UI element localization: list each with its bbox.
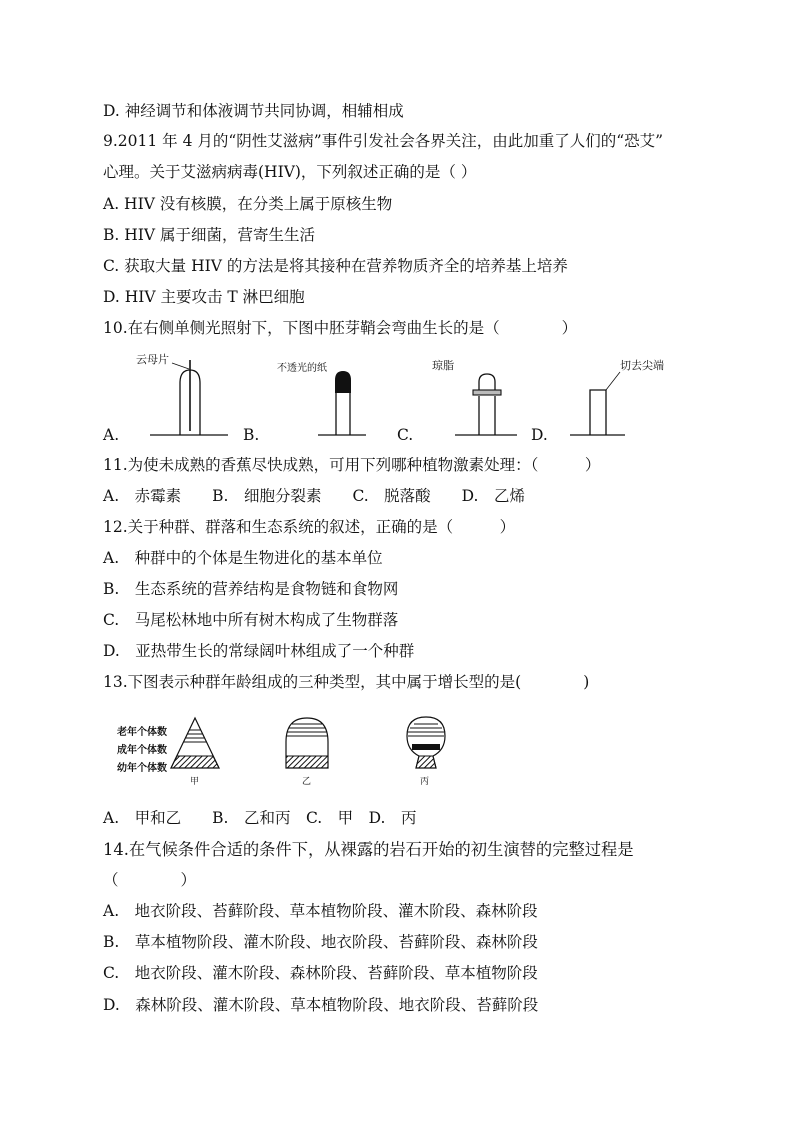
fig10-coleoptile-b <box>318 368 368 440</box>
fig10-label-cut-tip: 切去尖端 <box>620 359 664 372</box>
young-band <box>171 756 219 768</box>
q13-options: A. 甲和乙 B. 乙和丙 C. 甲 D. 丙 <box>103 809 417 827</box>
q9-stem-line2: 心理。关于艾滋病病毒(HIV)，下列叙述正确的是（ ） <box>103 163 477 181</box>
label-leader <box>172 363 189 369</box>
coleoptile-body <box>479 396 495 435</box>
q14-option-b: B. 草本植物阶段、灌木阶段、地衣阶段、苔藓阶段、森林阶段 <box>103 933 538 951</box>
q8-option-d: D. 神经调节和体液调节共同协调，相辅相成 <box>103 102 404 120</box>
coleoptile-body <box>336 390 350 435</box>
q10-stem: 10.在右侧单侧光照射下，下图中胚芽鞘会弯曲生长的是（ ） <box>103 319 578 337</box>
q14-option-d: D. 森林阶段、灌木阶段、草本植物阶段、地衣阶段、苔藓阶段 <box>103 996 539 1014</box>
q14-option-c: C. 地衣阶段、灌木阶段、森林阶段、苔藓阶段、草本植物阶段 <box>103 964 538 982</box>
young-band <box>416 756 436 768</box>
q11-stem: 11.为使未成熟的香蕉尽快成熟，可用下列哪种植物激素处理：（ ） <box>103 456 601 474</box>
q14-stem-line2: （ ） <box>103 871 197 889</box>
fig10-coleoptile-d <box>570 368 660 440</box>
fig13-pyramid-jia <box>168 716 223 774</box>
q12-option-d: D. 亚热带生长的常绿阔叶林组成了一个种群 <box>103 642 415 660</box>
fig13-urn-bing <box>404 714 450 774</box>
coleoptile-cut <box>590 390 606 435</box>
fig10-option-b: B. <box>243 426 260 444</box>
q12-option-b: B. 生态系统的营养结构是食物链和食物网 <box>103 580 399 598</box>
fig13-bell-yi <box>282 716 332 774</box>
label-leader <box>606 372 620 390</box>
q9-option-a: A. HIV 没有核膜，在分类上属于原核生物 <box>103 195 393 213</box>
young-band <box>286 756 328 768</box>
opaque-cap <box>335 371 351 393</box>
q14-stem-line1: 14.在气候条件合适的条件下，从裸露的岩石开始的初生演替的完整过程是 <box>103 840 634 859</box>
coleoptile-tip <box>479 374 495 390</box>
fig10-option-d: D. <box>531 426 548 444</box>
q9-option-c: C. 获取大量 HIV 的方法是将其接种在营养物质齐全的培养基上培养 <box>103 257 568 275</box>
fig13-label-bing: 丙 <box>420 777 430 787</box>
q14-option-a: A. 地衣阶段、苔藓阶段、草本植物阶段、灌木阶段、森林阶段 <box>103 902 538 920</box>
fig10-label-opaque-paper: 不透光的纸 <box>277 363 327 374</box>
agar-block <box>473 390 501 395</box>
q9-stem-line1: 9.2011 年 4 月的“阴性艾滋病”事件引发社会各界关注，由此加重了人们的“恐艾” <box>103 132 664 150</box>
q12-option-a: A. 种群中的个体是生物进化的基本单位 <box>103 549 383 567</box>
q9-option-d: D. HIV 主要攻击 T 淋巴细胞 <box>103 288 305 306</box>
fig13-label-yi: 乙 <box>302 777 312 787</box>
q12-option-c: C. 马尾松林地中所有树木构成了生物群落 <box>103 611 399 629</box>
fig13-legend-adult: 成年个体数 <box>117 745 167 756</box>
fig10-coleoptile-a <box>150 355 240 440</box>
fig13-legend-young: 幼年个体数 <box>117 763 167 774</box>
fig10-label-agar: 琼脂 <box>432 359 454 372</box>
q12-stem: 12.关于种群、群落和生态系统的叙述，正确的是（ ） <box>103 518 516 536</box>
fig10-label-mica: 云母片 <box>136 353 169 366</box>
q9-option-b: B. HIV 属于细菌，营寄生生活 <box>103 226 316 244</box>
q13-stem: 13.下图表示种群年龄组成的三种类型，其中属于增长型的是( ) <box>103 673 590 691</box>
fig10-coleoptile-c <box>455 368 525 440</box>
q11-options: A. 赤霉素 B. 细胞分裂素 C. 脱落酸 D. 乙烯 <box>103 487 525 505</box>
fig13-legend-old: 老年个体数 <box>117 727 167 738</box>
fig10-option-c: C. <box>397 426 414 444</box>
fig10-option-a: A. <box>103 426 120 444</box>
fig13-label-jia: 甲 <box>190 777 200 787</box>
